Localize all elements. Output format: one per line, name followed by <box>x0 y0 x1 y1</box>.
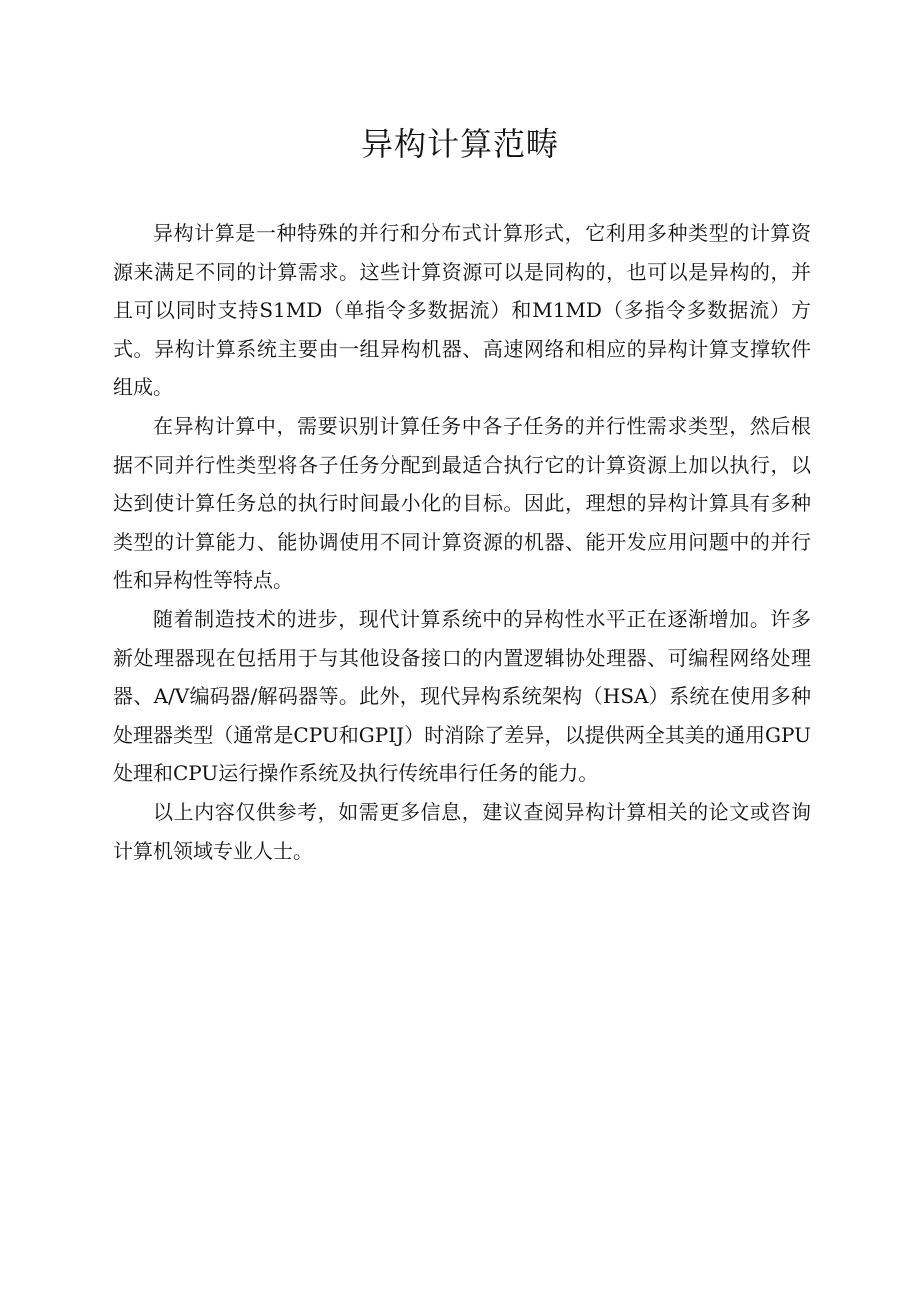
document-title: 异构计算范畴 <box>360 125 559 163</box>
paragraph-3: 随着制造技术的进步，现代计算系统中的异构性水平正在逐渐增加。许多新处理器现在包括用于与其他设备接口的内置逻辑协处理器、可编程网络处理器、A/V编码器/解码器等。此外，现代异构系统架构（HSA）系统在使用多种处理器类型（通常是CPU和GPIJ）时消除了差异，以提供两全其美的通用GPU处理和CPU运行操作系统及执行传统串行任务的能力。 <box>113 606 811 786</box>
paragraph-1: 异构计算是一种特殊的并行和分布式计算形式，它利用多种类型的计算资源来满足不同的计算需求。这些计算资源可以是同构的，也可以是异构的，并且可以同时支持S1MD（单指令多数据流）和M1MD（多指令多数据流）方式。异构计算系统主要由一组异构机器、高速网络和相应的异构计算支撑软件组成。 <box>113 221 811 400</box>
paragraph-4: 以上内容仅供参考，如需更多信息，建议查阅异构计算相关的论文或咨询计算机领域专业人士。 <box>113 799 811 863</box>
paragraph-2: 在异构计算中，需要识别计算任务中各子任务的并行性需求类型，然后根据不同并行性类型将各子任务分配到最适合执行它的计算资源上加以执行，以达到使计算任务总的执行时间最小化的目标。因此，理想的异构计算具有多种类型的计算能力、能协调使用不同计算资源的机器、能开发应用问题中的并行性和异构性等特点。 <box>113 413 811 593</box>
document-body <box>113 214 811 870</box>
